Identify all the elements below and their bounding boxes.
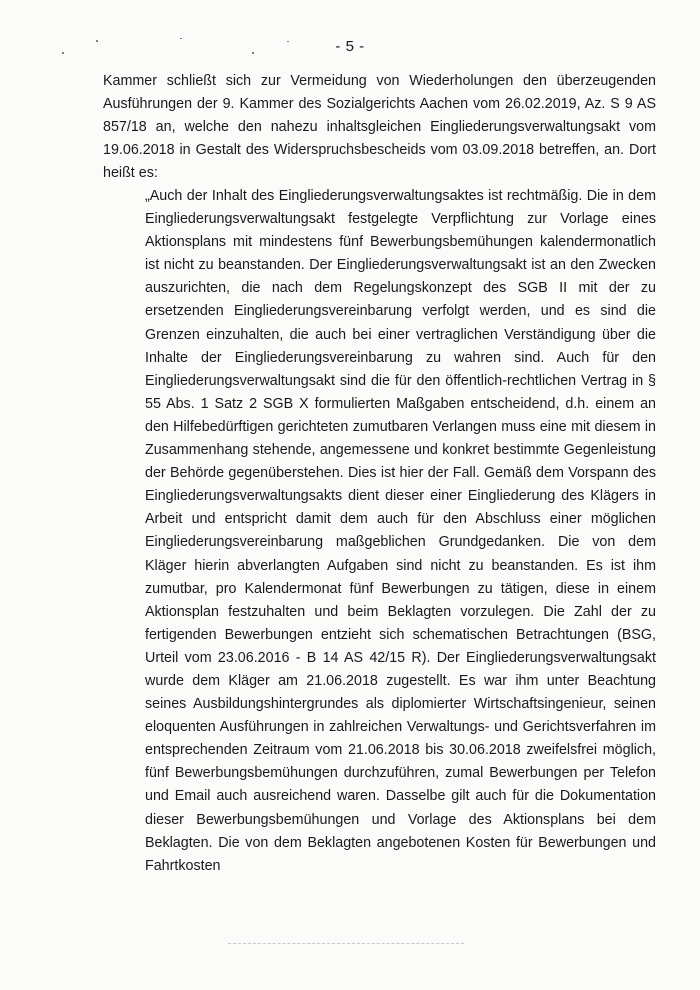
intro-paragraph [103,70,656,185]
page-number: - 5 - [335,38,365,55]
quoted-paragraph [145,185,656,878]
quote-text: „Auch der Inhalt des Eingliederungsverwaltungsaktes ist rechtmäßig. Die in dem Eingliederungsverwaltungsakt festgelegte Verpflichtung zur Vorlage eines Aktionsplans mit mindestens fünf Bewerbungsbemühungen kalendermonatlich ist nicht zu beanstanden. Der Eingliederungsverwaltungsakt ist an den Zwecken auszurichten, die nach dem Regelungskonzept des SGB II mit der zu ersetzenden Eingliederungsvereinbarung verfolgt werden, und es sind die Grenzen einzuhalten, die auch bei einer vertraglichen Verständigung über die Inhalte der Eingliederungsvereinbarung zu wahren sind. Auch für den Eingliederungsverwaltungsakt sind die für den öffentlich-rechtlichen Vertrag in § 55 Abs. 1 Satz 2 SGB X formulierten Maßgaben entscheidend, d.h. einem an den Hilfebedürftigen gerichteten zumutbaren Verlangen muss eine mit diesem in Zusammenhang stehende, angemessene und konkret bestimmte Gegenleistung der Behörde gegenüberstehen. Dies ist hier der Fall. Gemäß dem Vorspann des Eingliederungsverwaltungsakts dient dieser einer Eingliederung des Klägers in Arbeit und entspricht damit dem auch für den Abschluss einer möglichen Eingliederungsvereinbarung maßgeblichen Grundgedanken. Die von dem Kläger hierin abverlangten Aufgaben sind nicht zu beanstanden. Es ist ihm zumutbar, pro Kalendermonat fünf Bewerbungen zu tätigen, diese in einem Aktionsplan festzuhalten und beim Beklagten vorzulegen. Die Zahl der zu fertigenden Bewerbungen entzieht sich schematischen Betrachtungen (BSG, Urteil vom 23.06.2016 - B 14 AS 42/15 R). Der Eingliederungsverwaltungsakt wurde dem Kläger am 21.06.2018 zugestellt. Es war ihm unter Beachtung seines Ausbildungshintergrundes als diplomierter Wirtschaftsingenieur, seinen eloquenten Ausführungen in zahlreichen Verwaltungs- und Gerichtsverfahren im entsprechenden Zeitraum vom 21.06.2018 bis 30.06.2018 zweifelsfrei möglich, fünf Bewerbungsbemühungen durchzuführen, zumal Bewerbungen per Telefon und Email auch ausreichend waren. Dasselbe gilt auch für die Dokumentation dieser Bewerbungsbemühungen und Vorlage des Aktionsplans bei dem Beklagten. Die von dem Beklagten angebotenen Kosten für Bewerbungen und Fahrtkosten [145,188,656,874]
intro-text: Kammer schließt sich zur Vermeidung von Wiederholungen den überzeugenden Ausführungen der 9. Kammer des Sozialgerichts Aachen vom 26.02.2019, Az. S 9 AS 857/18 an, welche den nahezu inhaltsgleichen Eingliederungsverwaltungsakt vom 19.06.2018 in Gestalt des Widerspruchsbescheids vom 03.09.2018 betreffen, an. Dort heißt es: [103,73,656,181]
scan-artifact-line [228,943,464,944]
